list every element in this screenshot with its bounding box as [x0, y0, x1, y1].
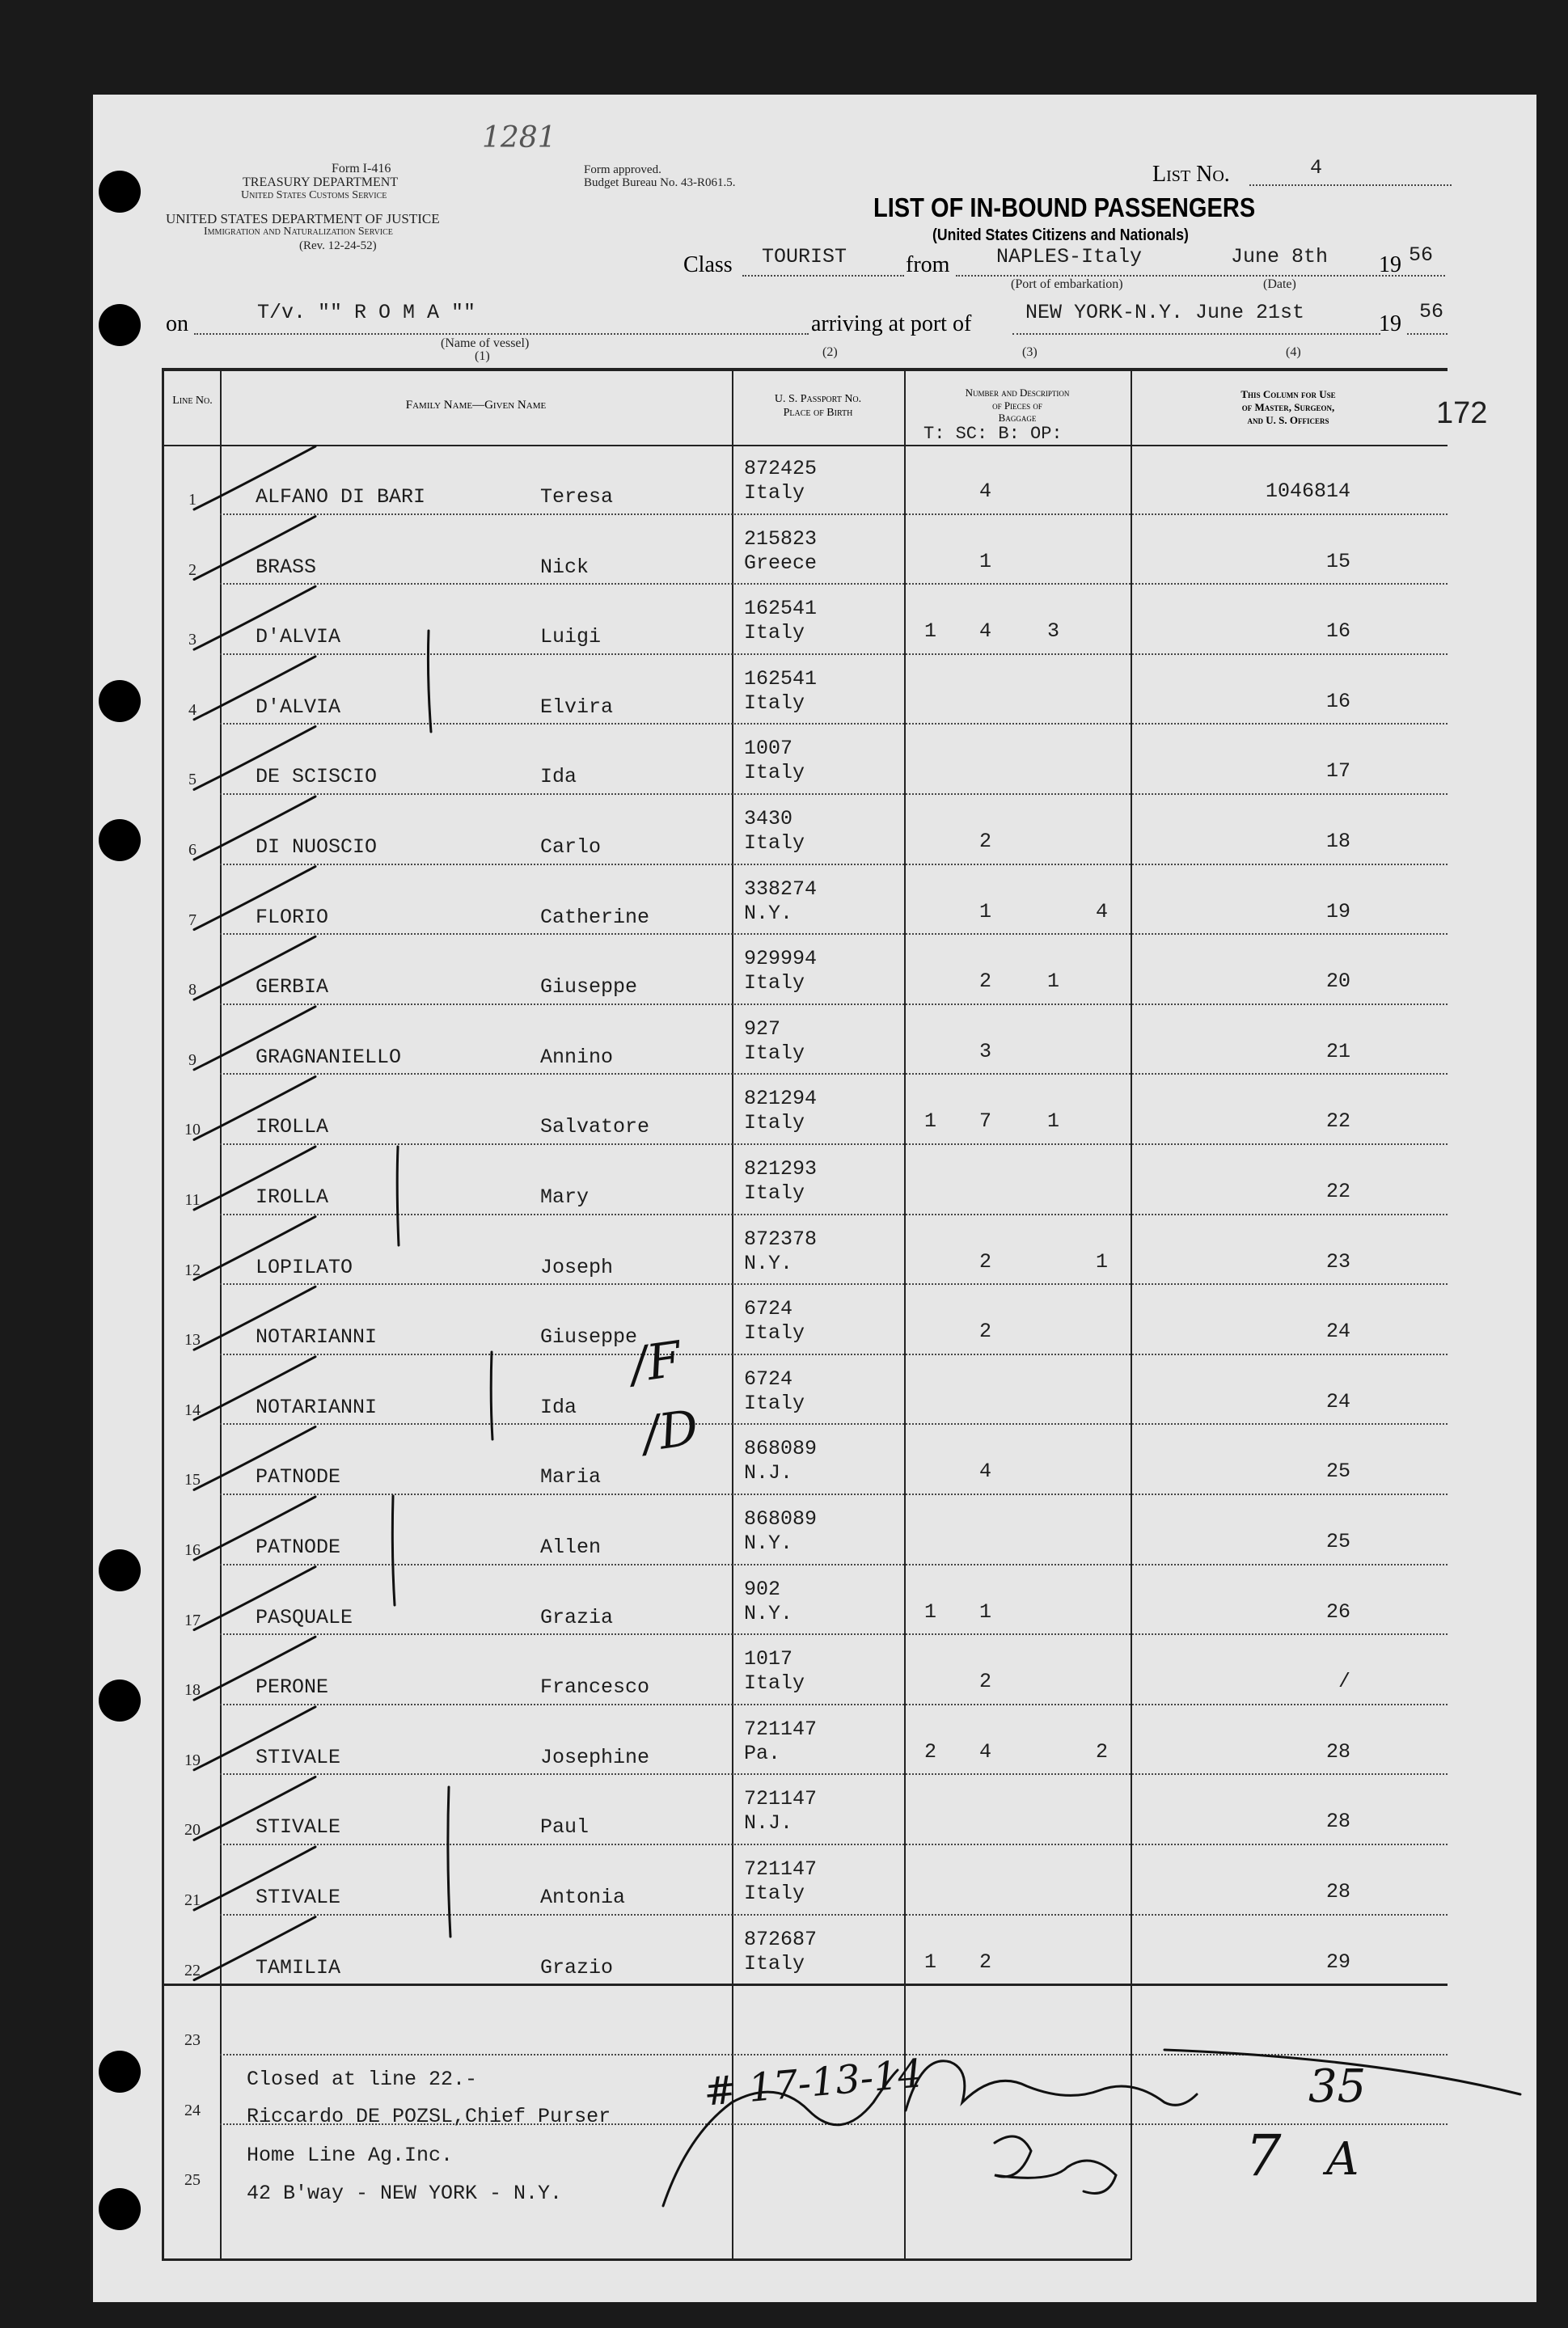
- page-title: LIST OF IN-BOUND PASSENGERS: [873, 192, 1256, 222]
- bracket-notarianni: [491, 1352, 492, 1439]
- given-name: Joseph: [540, 1255, 614, 1279]
- place-of-birth: N.J.: [744, 1461, 793, 1485]
- family-name: BRASS: [256, 555, 317, 579]
- line-number: 11: [184, 1191, 201, 1209]
- on-label: on: [166, 311, 188, 336]
- passport-number: 721147: [744, 1717, 818, 1741]
- baggage-trunk: 2: [924, 1739, 937, 1764]
- family-name: STIVALE: [256, 1815, 341, 1840]
- baggage-other: 1: [1096, 1249, 1109, 1274]
- family-name: DI NUOSCIO: [256, 835, 378, 859]
- form-number: Form I-416: [332, 162, 391, 175]
- given-name: Mary: [540, 1185, 590, 1209]
- baggage-suitcase: 2: [979, 1950, 992, 1974]
- line-number: 12: [184, 1261, 201, 1279]
- header-baggage-2: of Pieces of: [992, 399, 1042, 412]
- baggage-suitcase: 2: [979, 970, 992, 994]
- place-of-birth: Italy: [744, 1882, 805, 1905]
- baggage-suitcase: 4: [979, 480, 992, 503]
- passport-number: 902: [744, 1577, 781, 1601]
- signature-schumacher: [663, 2070, 898, 2206]
- passport-number: 927: [744, 1016, 781, 1041]
- given-name: Grazio: [540, 1955, 614, 1979]
- passport-number: 821294: [744, 1087, 818, 1111]
- line-number: 8: [188, 981, 197, 999]
- signature-initials: [995, 2136, 1116, 2194]
- given-name: Ida: [540, 1395, 577, 1419]
- place-of-birth: N.Y.: [744, 901, 793, 925]
- place-of-birth: Italy: [744, 1111, 805, 1135]
- family-name: STIVALE: [256, 1886, 341, 1909]
- bracket-irolla: [397, 1147, 399, 1245]
- arrival-port: NEW YORK-N.Y. June 21st: [1025, 301, 1305, 324]
- passport-number: 929994: [744, 947, 818, 971]
- passport-number: 821293: [744, 1157, 818, 1181]
- given-name: Annino: [540, 1045, 614, 1069]
- given-name: Catherine: [540, 905, 650, 929]
- baggage-trunk: 1: [924, 619, 937, 644]
- col-caption-1: (1): [475, 349, 490, 363]
- class-value: TOURIST: [762, 245, 847, 268]
- baggage-suitcase: 4: [979, 1739, 992, 1764]
- line-number: 14: [184, 1401, 201, 1419]
- place-of-birth: Italy: [744, 1391, 805, 1415]
- family-name: PATNODE: [256, 1465, 341, 1489]
- signature-inspector: [906, 2061, 1197, 2110]
- class-label: Class: [683, 252, 733, 277]
- line-number: 19: [184, 1751, 201, 1769]
- given-name: Grazia: [540, 1605, 614, 1629]
- family-name: PASQUALE: [256, 1605, 353, 1629]
- line-number: 2: [188, 560, 197, 579]
- bracket-stivale: [448, 1787, 450, 1937]
- line-number: 9: [188, 1050, 197, 1069]
- family-name: IROLLA: [256, 1115, 329, 1139]
- officer-number: /: [1338, 1670, 1350, 1694]
- embarkation-date: June 8th: [1231, 245, 1329, 268]
- year-prefix-2: 19: [1379, 311, 1401, 336]
- passport-number: 872378: [744, 1227, 818, 1251]
- passport-number: 338274: [744, 877, 818, 901]
- family-name: PATNODE: [256, 1536, 341, 1559]
- line-number: 5: [188, 771, 197, 789]
- baggage-trunk: 1: [924, 1950, 937, 1974]
- header-baggage-codes: T: SC: B: OP:: [923, 424, 1063, 444]
- closing-line-4: 42 B'way - NEW YORK - N.Y.: [247, 2182, 563, 2205]
- budget-bureau: Budget Bureau No. 43-R061.5.: [584, 176, 736, 189]
- passport-number: 721147: [744, 1857, 818, 1881]
- officer-number: 16: [1325, 619, 1350, 644]
- header-passport: U. S. Passport No.: [774, 393, 862, 405]
- place-of-birth: Greece: [744, 551, 818, 575]
- col-caption-2: (2): [822, 345, 838, 359]
- count-35: 35: [1308, 2060, 1367, 2113]
- officer-number: 19: [1325, 899, 1350, 923]
- officer-number: 24: [1325, 1320, 1350, 1344]
- from-label: from: [906, 252, 950, 277]
- officer-number: 15: [1325, 549, 1350, 573]
- header-baggage-1: Number and Description: [965, 387, 1070, 399]
- family-name: GRAGNANIELLO: [256, 1045, 402, 1069]
- check-mark: [194, 936, 315, 999]
- baggage-suitcase: 4: [979, 619, 992, 644]
- family-name: DE SCISCIO: [256, 765, 378, 789]
- treasury-department: TREASURY DEPARTMENT: [243, 175, 399, 189]
- family-name: PERONE: [256, 1675, 329, 1700]
- given-name: Ida: [540, 765, 577, 789]
- count-a: A: [1326, 2133, 1359, 2186]
- baggage-suitcase: 1: [979, 899, 992, 923]
- check-mark: [194, 1007, 315, 1070]
- header-officers-2: of Master, Surgeon,: [1241, 401, 1335, 413]
- place-of-birth: Italy: [744, 971, 805, 995]
- line-number: 24: [184, 2101, 201, 2119]
- place-of-birth: N.Y.: [744, 1532, 793, 1555]
- line-number: 22: [184, 1961, 201, 1979]
- bracket-patnode: [392, 1496, 395, 1605]
- line-number: 15: [184, 1471, 201, 1489]
- place-of-birth: Italy: [744, 691, 805, 715]
- place-of-birth: N.Y.: [744, 1601, 793, 1625]
- officer-number: 25: [1325, 1530, 1350, 1553]
- passport-number: 3430: [744, 807, 793, 830]
- place-of-birth: Italy: [744, 1671, 805, 1696]
- customs-service: United States Customs Service: [241, 189, 387, 201]
- baggage-suitcase: 2: [979, 1320, 992, 1344]
- line-number: 4: [188, 700, 197, 719]
- baggage-suitcase: 3: [979, 1039, 992, 1063]
- given-name: Carlo: [540, 835, 602, 859]
- officer-number: 22: [1325, 1180, 1350, 1203]
- check-mark: [194, 867, 315, 930]
- col-caption-3: (3): [1022, 345, 1038, 359]
- closing-line-1: Closed at line 22.-: [247, 2068, 478, 2091]
- check-mark: [194, 1147, 315, 1210]
- line-number: 16: [184, 1541, 201, 1559]
- baggage-suitcase: 1: [979, 549, 992, 573]
- baggage-trunk: 1: [924, 1599, 937, 1624]
- line-number: 1: [188, 491, 197, 509]
- header-line-no: Line No.: [172, 395, 213, 407]
- check-mark: [194, 657, 315, 720]
- year-prefix: 19: [1379, 252, 1401, 277]
- given-name: Maria: [540, 1465, 602, 1489]
- arriving-label: arriving at port of: [811, 311, 972, 336]
- line-number: 23: [184, 2031, 201, 2050]
- date-caption: (Date): [1263, 277, 1296, 291]
- officer-number: 22: [1325, 1109, 1350, 1134]
- ins-service: Immigration and Naturalization Service: [204, 226, 393, 238]
- line-number: 6: [188, 841, 197, 859]
- check-mark: [194, 446, 315, 509]
- baggage-suitcase: 2: [979, 830, 992, 853]
- line-number: 3: [188, 631, 197, 649]
- passport-number: 6724: [744, 1297, 793, 1321]
- check-mark: [194, 517, 315, 580]
- check-mark: [194, 1497, 315, 1560]
- baggage-trunk: 1: [924, 1109, 937, 1134]
- line-number: 25: [184, 2171, 201, 2190]
- officer-number: 28: [1325, 1880, 1350, 1903]
- check-mark: [194, 1637, 315, 1700]
- closing-line-2: Riccardo DE POZSL,Chief Purser: [247, 2105, 611, 2128]
- officer-number: 16: [1325, 689, 1350, 713]
- fd-mark-f: /F: [627, 1331, 685, 1394]
- passport-number: 868089: [744, 1437, 818, 1461]
- officer-number: 28: [1325, 1739, 1350, 1764]
- line-number: 18: [184, 1681, 201, 1700]
- line-number: 17: [184, 1611, 201, 1629]
- page-subtitle: (United States Citizens and Nationals): [932, 226, 1189, 244]
- officer-number: 1046814: [1265, 480, 1350, 503]
- baggage-suitcase: 2: [979, 1249, 992, 1274]
- header-place-of-birth: Place of Birth: [783, 407, 853, 419]
- list-no-value: 4: [1310, 156, 1323, 180]
- baggage-bag: 3: [1047, 619, 1060, 644]
- line-number: 10: [184, 1121, 201, 1139]
- place-of-birth: N.J.: [744, 1811, 793, 1836]
- place-of-birth: Italy: [744, 761, 805, 785]
- check-mark: [194, 1567, 315, 1630]
- given-name: Nick: [540, 555, 590, 579]
- header-officers-3: and U. S. Officers: [1247, 414, 1329, 426]
- arrival-year: 56: [1419, 300, 1444, 323]
- check-mark: [194, 1217, 315, 1280]
- port-of-embarkation: NAPLES-Italy: [996, 245, 1143, 268]
- count-7: 7: [1245, 2123, 1282, 2189]
- check-mark: [194, 1076, 315, 1139]
- family-name: NOTARIANNI: [256, 1325, 378, 1350]
- given-name: Giuseppe: [540, 1325, 638, 1350]
- fd-mark-d: /D: [639, 1399, 702, 1464]
- place-of-birth: Pa.: [744, 1741, 781, 1765]
- passport-number: 162541: [744, 666, 818, 691]
- family-name: IROLLA: [256, 1185, 329, 1209]
- family-name: D'ALVIA: [256, 695, 341, 719]
- vessel-name: T/v. "" R O M A "": [257, 301, 476, 324]
- passport-number: 872425: [744, 457, 818, 480]
- line-number: 21: [184, 1891, 201, 1909]
- baggage-suitcase: 2: [979, 1670, 992, 1694]
- passport-number: 1017: [744, 1647, 793, 1671]
- given-name: Paul: [540, 1815, 590, 1840]
- family-name: LOPILATO: [256, 1255, 353, 1279]
- header-officers-1: This Column for Use: [1240, 388, 1336, 400]
- check-mark: [194, 1287, 315, 1350]
- check-mark: [194, 1917, 315, 1980]
- check-mark: [194, 726, 315, 789]
- check-mark: [194, 586, 315, 649]
- place-of-birth: Italy: [744, 1041, 805, 1065]
- given-name: Giuseppe: [540, 975, 638, 999]
- check-mark: [194, 1847, 315, 1910]
- officer-number: 25: [1325, 1460, 1350, 1484]
- given-name: Teresa: [540, 485, 614, 509]
- place-of-birth: Italy: [744, 481, 805, 505]
- family-name: GERBIA: [256, 975, 329, 999]
- family-name: ALFANO DI BARI: [256, 485, 426, 509]
- officer-number: 28: [1325, 1810, 1350, 1834]
- check-mark: [194, 796, 315, 860]
- officer-number: 21: [1325, 1039, 1350, 1063]
- baggage-other: 4: [1096, 899, 1109, 923]
- family-name: FLORIO: [256, 905, 329, 929]
- baggage-other: 2: [1096, 1739, 1109, 1764]
- bracket-dalvia: [428, 631, 431, 732]
- justice-department: UNITED STATES DEPARTMENT OF JUSTICE: [166, 211, 440, 226]
- place-of-birth: Italy: [744, 831, 805, 855]
- sheet-numbers: # 17-13-14: [702, 2051, 925, 2115]
- closing-line-3: Home Line Ag.Inc.: [247, 2144, 454, 2167]
- passport-number: 872687: [744, 1927, 818, 1951]
- check-mark: [194, 1426, 315, 1489]
- check-mark: [194, 1777, 315, 1840]
- officer-number: 26: [1325, 1599, 1350, 1624]
- officer-number: 29: [1325, 1950, 1350, 1974]
- vessel-caption: (Name of vessel): [441, 336, 530, 350]
- baggage-bag: 1: [1047, 970, 1060, 994]
- officer-number: 17: [1325, 759, 1350, 784]
- family-name: TAMILIA: [256, 1955, 341, 1979]
- revision-date: (Rev. 12-24-52): [299, 239, 377, 252]
- given-name: Elvira: [540, 695, 614, 719]
- given-name: Allen: [540, 1536, 602, 1559]
- header-baggage-3: Baggage: [998, 412, 1037, 424]
- baggage-bag: 1: [1047, 1109, 1060, 1134]
- baggage-suitcase: 4: [979, 1460, 992, 1484]
- place-of-birth: Italy: [744, 621, 805, 645]
- officer-number: 18: [1325, 830, 1350, 853]
- baggage-suitcase: 7: [979, 1109, 992, 1134]
- place-of-birth: Italy: [744, 1321, 805, 1346]
- line-number: 7: [188, 910, 197, 929]
- given-name: Luigi: [540, 625, 602, 649]
- line-number: 13: [184, 1331, 201, 1350]
- passport-number: 215823: [744, 526, 818, 551]
- place-of-birth: N.Y.: [744, 1251, 793, 1275]
- header-family-name: Family Name—Given Name: [405, 399, 547, 412]
- port-embarkation-caption: (Port of embarkation): [1011, 277, 1123, 291]
- passport-number: 1007: [744, 737, 793, 761]
- embarkation-year: 56: [1409, 243, 1434, 267]
- page-number: 172: [1436, 396, 1488, 430]
- check-mark: [194, 1357, 315, 1420]
- list-no-label: List No.: [1152, 162, 1230, 187]
- family-name: STIVALE: [256, 1745, 341, 1769]
- officer-number: 24: [1325, 1389, 1350, 1413]
- form-approved: Form approved.: [584, 163, 661, 176]
- passport-number: 6724: [744, 1367, 793, 1391]
- family-name: NOTARIANNI: [256, 1395, 378, 1419]
- passport-number: 868089: [744, 1507, 818, 1531]
- officer-number: 20: [1325, 970, 1350, 994]
- place-of-birth: Italy: [744, 1181, 805, 1205]
- passport-number: 721147: [744, 1787, 818, 1811]
- check-mark: [194, 1707, 315, 1770]
- given-name: Josephine: [540, 1745, 650, 1769]
- place-of-birth: Italy: [744, 1951, 805, 1975]
- pencil-stroke: [1164, 2050, 1520, 2094]
- given-name: Salvatore: [540, 1115, 650, 1139]
- family-name: D'ALVIA: [256, 625, 341, 649]
- passport-number: 162541: [744, 597, 818, 621]
- stamped-number: 1281: [482, 121, 556, 154]
- line-number: 20: [184, 1821, 201, 1840]
- baggage-suitcase: 1: [979, 1599, 992, 1624]
- officer-number: 23: [1325, 1249, 1350, 1274]
- given-name: Antonia: [540, 1886, 626, 1909]
- given-name: Francesco: [540, 1675, 650, 1700]
- col-caption-4: (4): [1286, 345, 1301, 359]
